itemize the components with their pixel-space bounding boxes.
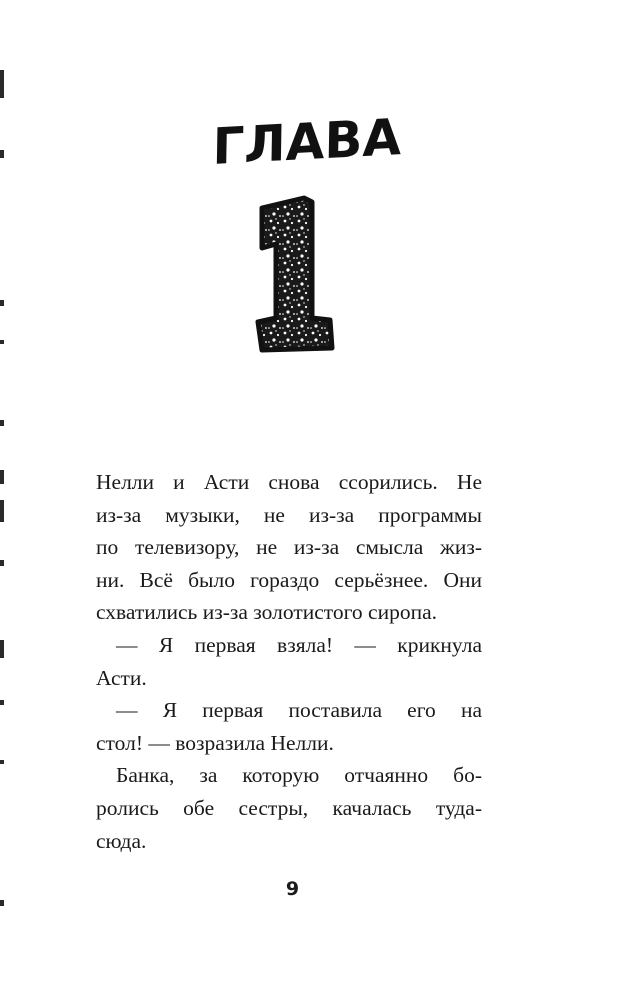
text-line: ни. Всё было гораздо серьёзнее. Они: [96, 567, 482, 592]
text-line: стол! — возразила Нелли.: [96, 730, 334, 755]
page-edge-marks: [0, 0, 6, 1001]
text-line: — Я первая взяла! — крикнула: [116, 632, 482, 657]
text-line: Банка, за которую отчаянно бо-: [116, 763, 482, 788]
text-line: из-за музыки, не из-за программы: [96, 502, 482, 527]
chapter-number: [240, 190, 350, 360]
page-number: 9: [285, 878, 300, 900]
text-line: по телевизору, не из-за смысла жиз-: [96, 535, 482, 560]
text-line: Нелли и Асти снова ссорились. Не: [96, 470, 482, 494]
text-line: — Я первая поставила его на: [116, 698, 482, 723]
body-text: [96, 466, 482, 857]
chapter-number-glyph: [240, 190, 350, 360]
text-line: ролись обе сестры, качалась туда-: [96, 795, 482, 820]
text-line: сюда.: [96, 828, 147, 853]
text-line: Асти.: [96, 665, 147, 690]
text-line: схватились из-за золотистого сиропа.: [96, 600, 438, 625]
chapter-heading: ГЛАВА: [212, 107, 402, 176]
